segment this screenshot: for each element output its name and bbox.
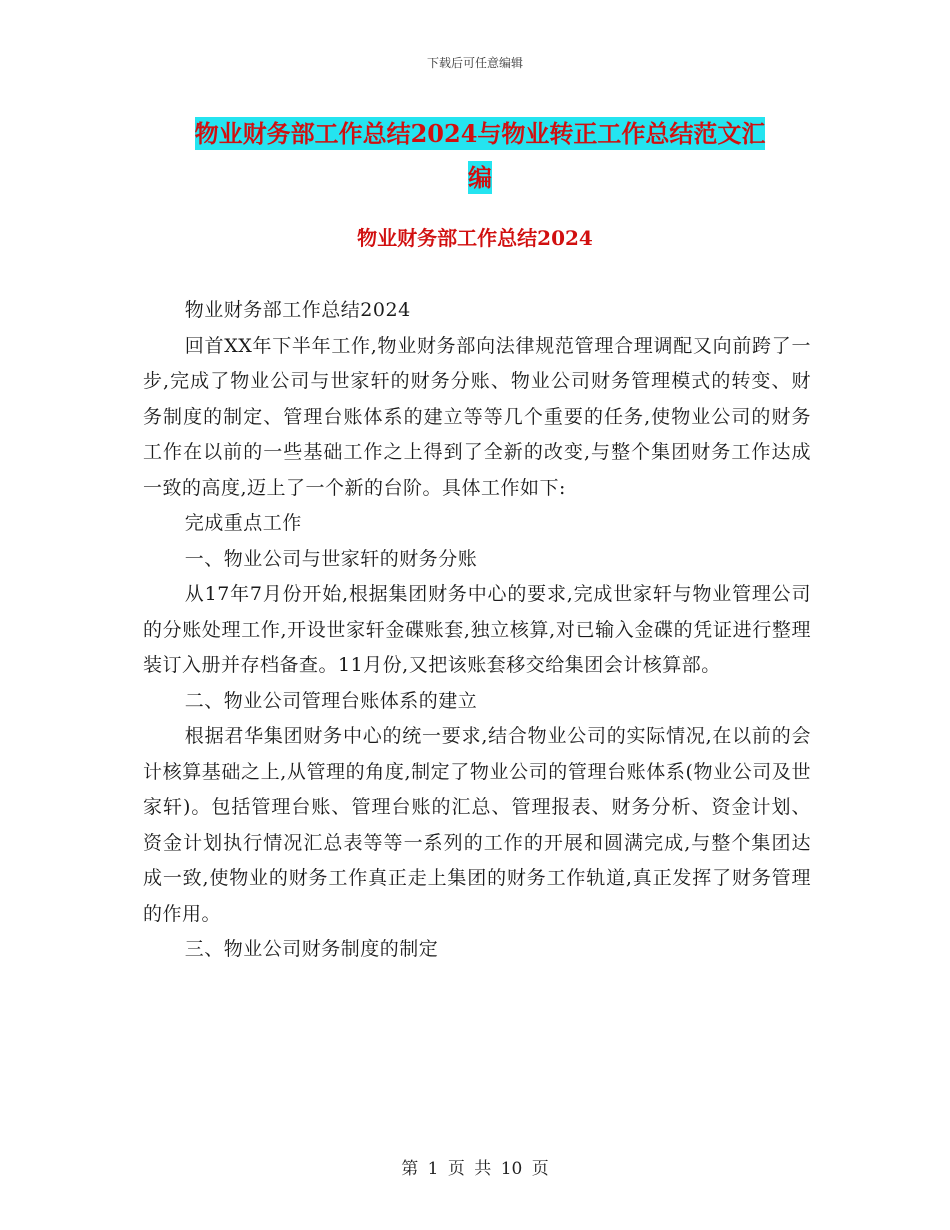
paragraph: 三、物业公司财务制度的制定: [184, 938, 439, 960]
paragraph: 完成重点工作: [184, 512, 302, 534]
document-title: [140, 112, 820, 200]
document-title-line-2: 编: [468, 163, 492, 192]
body-text: [143, 293, 811, 968]
paragraph: 从17年7月份开始,根据集团财务中心的要求,完成世家轩与物业管理公司的分账处理工作,开设世家轩金碟账套,独立核算,对已输入金碟的凭证进行整理装订入册并存档备查。11月份,又把该账套移交给集团会计核算部。: [143, 583, 811, 676]
paragraph: 回首XX年下半年工作,物业财务部向法律规范管理合理调配又向前跨了一步,完成了物业公司与世家轩的财务分账、物业公司财务管理模式的转变、财务制度的制定、管理台账体系的建立等等几个重要的任务,使物业公司的财务工作在以前的一些基础工作之上得到了全新的改变,与整个集团财务工作达成一致的高度,迈上了一个新的台阶。具体工作如下:: [143, 334, 811, 499]
section-title: 物业财务部工作总结2024: [357, 226, 593, 250]
page-number: 第 1 页 共 10 页: [401, 1159, 549, 1179]
paragraph: 二、物业公司管理台账体系的建立: [184, 689, 478, 712]
document-title-line-1: 物业财务部工作总结2024与物业转正工作总结范文汇: [194, 119, 766, 148]
paragraph: 物业财务部工作总结2024: [184, 299, 411, 321]
paragraph: 根据君华集团财务中心的统一要求,结合物业公司的实际情况,在以前的会计核算基础之上,从管理的角度,制定了物业公司的管理台账体系(物业公司及世家轩)。包括管理台账、管理台账的汇总、管理报表、财务分析、资金计划、资金计划执行情况汇总表等等一系列的工作的开展和圆满完成,与整个集团达成一致,使物业的财务工作真正走上集团的财务工作轨道,真正发挥了财务管理的作用。: [143, 725, 811, 925]
paragraph: 一、物业公司与世家轩的财务分账: [184, 547, 478, 570]
header-note: 下载后可任意编辑: [426, 56, 523, 70]
